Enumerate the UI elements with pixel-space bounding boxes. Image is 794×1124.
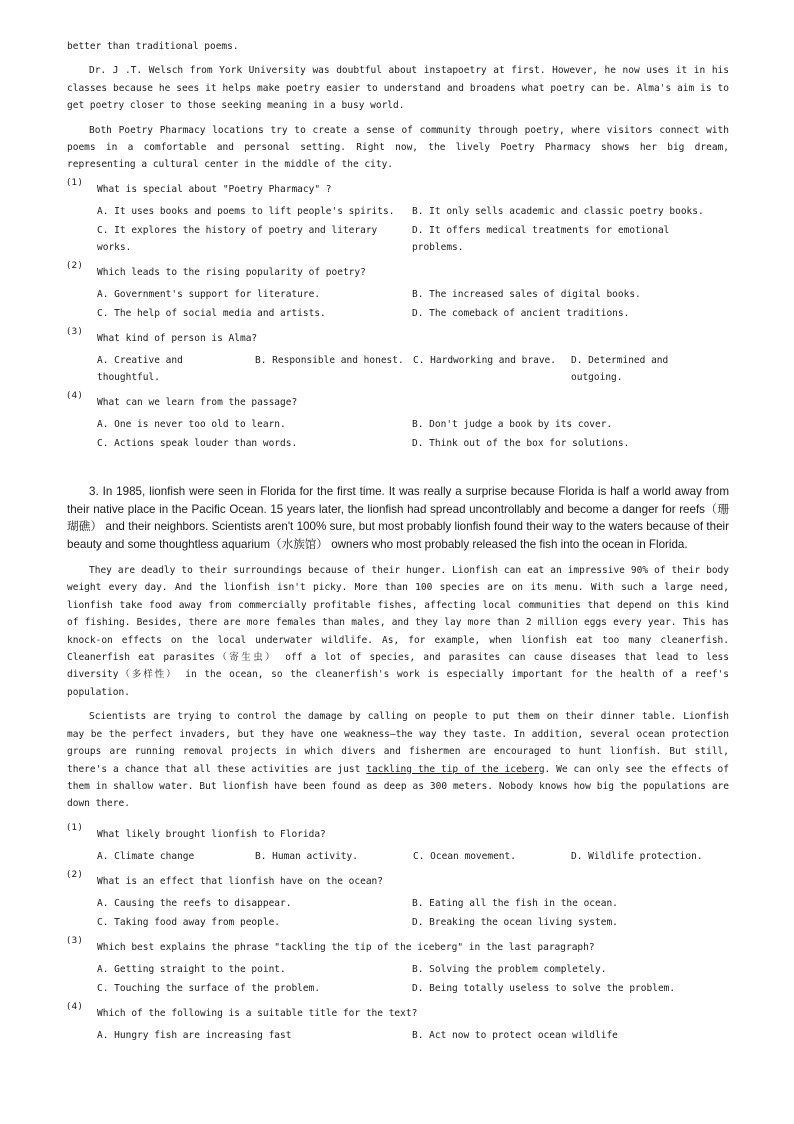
question-text: Which leads to the rising popularity of poetry? (97, 266, 366, 278)
option-c[interactable]: C. The help of social media and artists. (97, 307, 326, 319)
option-b[interactable]: B. Act now to protect ocean wildlife (412, 1029, 618, 1041)
option-a[interactable]: A. Hungry fish are increasing fast (97, 1029, 292, 1041)
passage2-question-2 (67, 261, 729, 322)
option-b[interactable]: B. It only sells academic and classic poetry books. (412, 205, 704, 217)
underlined-phrase: tackling the tip of the iceberg (366, 763, 545, 775)
question-text: What likely brought lionfish to Florida? (97, 828, 326, 840)
passage2-question-4 (67, 391, 729, 452)
option-a[interactable]: A. Causing the reefs to disappear. (97, 897, 292, 909)
option-b[interactable]: B. Responsible and honest. (255, 354, 404, 366)
option-d[interactable]: D. Wildlife protection. (571, 850, 703, 862)
option-c[interactable]: C. Ocean movement. (413, 850, 516, 862)
question-text: What is an effect that lionfish have on the ocean? (97, 875, 383, 887)
option-d[interactable]: D. It offers medical treatments for emotional problems. (412, 224, 670, 253)
question-number: (4) (67, 390, 83, 401)
question-text: What can we learn from the passage? (97, 396, 298, 408)
option-b[interactable]: B. Human activity. (255, 850, 358, 862)
question-number: (3) (67, 935, 83, 946)
paragraph-text-before: Scientists are trying to control the damage by calling on people to put them on their dinner table. Lionfish may be the perfect invaders, but they have one weakness—the way they taste. In addition, several ocean protection groups are running removal projects in which divers and fishermen are encouraged to hunt lionfish. But still, there's a chance that all these activities are just (67, 711, 729, 775)
passage3-question-1 (67, 823, 729, 865)
option-d[interactable]: D. Being totally useless to solve the problem. (412, 982, 676, 994)
passage2-paragraph-1: Dr. J .T. Welsch from York University was doubtful about instapoetry at first. However, he now uses it in his classes because he sees it helps make poetry easier to understand and broadens what poetry can be. Alma's aim is to get poetry closer to those seeking meaning in a busy world. (67, 65, 729, 112)
passage2-question-3 (67, 327, 729, 386)
option-b[interactable]: B. Don't judge a book by its cover. (412, 418, 613, 430)
paragraph-text-after: . We can only see the effects of them in shallow water. But lionfish have been found as deep as 300 meters. Nobody knows how big the populations are down there. (67, 763, 729, 810)
question-text: What is special about "Poetry Pharmacy" ? (97, 183, 332, 195)
option-a[interactable]: A. One is never too old to learn. (97, 418, 286, 430)
question-text: What kind of person is Alma? (97, 332, 258, 344)
question-number: (2) (67, 869, 83, 880)
document-page (67, 38, 729, 1049)
option-a[interactable]: A. It uses books and poems to lift people's spirits. (97, 205, 395, 217)
question-number: (1) (67, 822, 83, 833)
passage2-paragraph-0: better than traditional poems. (67, 41, 239, 52)
option-c[interactable]: C. It explores the history of poetry and literary works. (97, 224, 378, 253)
option-a[interactable]: A. Climate change (97, 850, 195, 862)
passage3-question-3 (67, 936, 729, 997)
option-c[interactable]: C. Actions speak louder than words. (97, 437, 298, 449)
option-d[interactable]: D. Think out of the box for solutions. (412, 437, 630, 449)
passage3-question-4 (67, 1002, 729, 1044)
option-c[interactable]: C. Taking food away from people. (97, 916, 281, 928)
option-a[interactable]: A. Getting straight to the point. (97, 963, 286, 975)
passage2-question-1 (67, 178, 729, 256)
question-number: (2) (67, 260, 83, 271)
question-text: Which best explains the phrase "tackling the tip of the iceberg" in the last paragraph? (97, 941, 595, 953)
passage3-paragraph-1: 3. In 1985, lionfish were seen in Florida for the first time. It was really a surprise because Florida is half a world away from their native place in the Pacific Ocean. 15 years later, the lionfish had spread uncontrollably and become a danger for reefs（珊瑚礁） and their neighbors. Scientists aren't 100% sure, but most probably lionfish found their way to the waters because of their beauty and some thoughtless aquarium（水族馆） owners who most probably released the fish into the ocean in Florida. (67, 484, 729, 552)
passage3-paragraph-3 (67, 708, 729, 812)
option-b[interactable]: B. The increased sales of digital books. (412, 288, 641, 300)
passage3-question-2 (67, 870, 729, 931)
option-c[interactable]: C. Touching the surface of the problem. (97, 982, 321, 994)
question-number: (4) (67, 1001, 83, 1012)
option-c[interactable]: C. Hardworking and brave. (413, 354, 556, 366)
option-a[interactable]: A. Government's support for literature. (97, 288, 321, 300)
option-b[interactable]: B. Eating all the fish in the ocean. (412, 897, 618, 909)
passage3-paragraph-2: They are deadly to their surroundings because of their hunger. Lionfish can eat an impressive 90% of their body weight every day. And the lionfish isn't picky. More than 100 species are on its menu. With such a large need, lionfish take food away from commercially profitable fishes, affecting local communities that depend on this kind of fishing. Besides, there are more females than males, and they lay more than 2 million eggs every year. This has knock-on effects on the local underwater wildlife. As, for example, when lionfish eat too many cleanerfish. Cleanerfish eat parasites（寄生虫） off a lot of species, and parasites can cause diseases that lead to less diversity（多样性） in the ocean, so the cleanerfish's work is especially important for the health of a reef's population. (67, 565, 729, 698)
question-number: (1) (67, 177, 83, 188)
question-number: (3) (67, 326, 83, 337)
option-d[interactable]: D. The comeback of ancient traditions. (412, 307, 630, 319)
option-d[interactable]: D. Breaking the ocean living system. (412, 916, 618, 928)
passage2-paragraph-2: Both Poetry Pharmacy locations try to create a sense of community through poetry, where visitors connect with poems in a comfortable and personal setting. Right now, the lively Poetry Pharmacy shows her big dream, representing a cultural center in the middle of the city. (67, 124, 729, 171)
question-text: Which of the following is a suitable title for the text? (97, 1007, 418, 1019)
option-b[interactable]: B. Solving the problem completely. (412, 963, 607, 975)
option-a[interactable]: A. Creative and thoughtful. (97, 354, 183, 383)
option-d[interactable]: D. Determined and outgoing. (571, 354, 669, 383)
